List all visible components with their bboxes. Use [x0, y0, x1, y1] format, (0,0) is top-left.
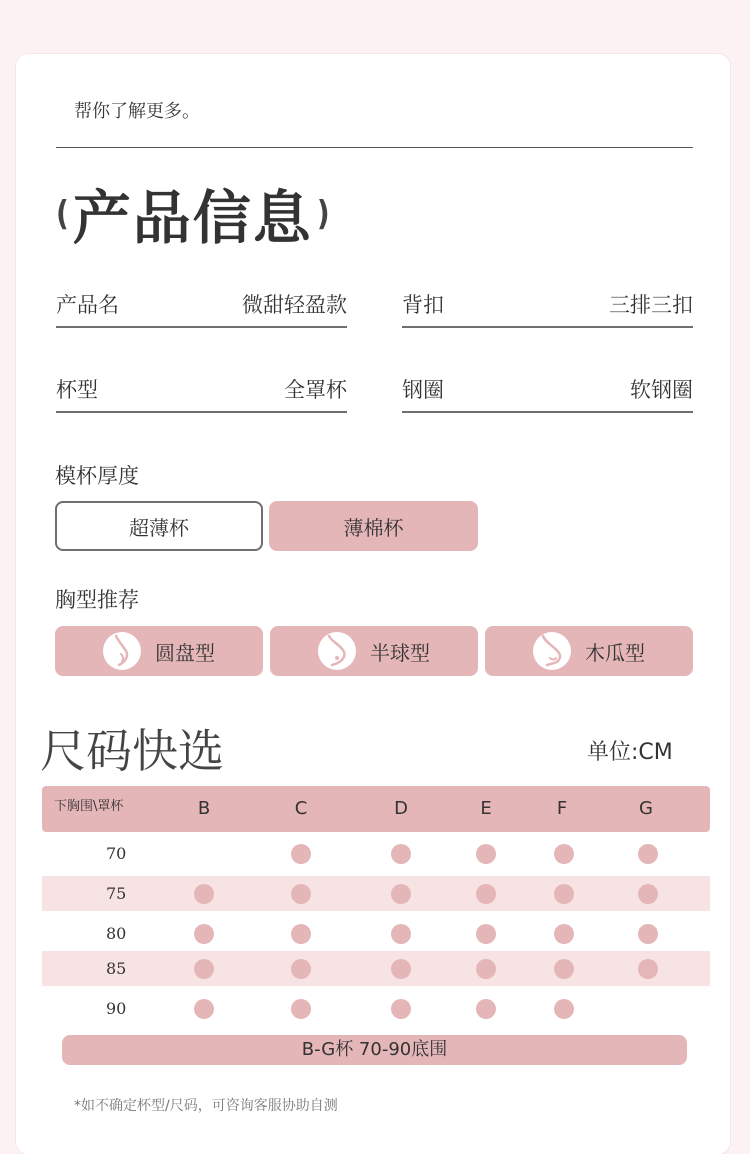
size-available-dot[interactable] [476, 844, 496, 864]
bust-shape-option-label: 半球型 [370, 640, 430, 665]
info-field-value: 软钢圈 [630, 378, 693, 402]
round-bust-icon [103, 632, 141, 670]
table-row: 70 [42, 836, 710, 871]
size-available-dot[interactable] [291, 844, 311, 864]
info-field-label: 杯型 [56, 378, 98, 402]
size-available-dot[interactable] [194, 884, 214, 904]
size-available-dot[interactable] [194, 959, 214, 979]
cup-header-f: F [556, 798, 568, 819]
thickness-option-ultra-thin[interactable]: 超薄杯 [55, 501, 263, 551]
size-range-note: B-G杯 70-90底围 [62, 1035, 687, 1065]
size-available-dot[interactable] [638, 884, 658, 904]
info-field-product-name [56, 282, 347, 328]
info-field-value: 微甜轻盈款 [242, 293, 347, 317]
corner-header: 下胸围\罩杯 [54, 799, 124, 814]
size-available-dot[interactable] [554, 924, 574, 944]
cup-thickness-label: 模杯厚度 [55, 464, 139, 488]
size-available-dot[interactable] [391, 844, 411, 864]
size-available-dot[interactable] [291, 999, 311, 1019]
cup-header-e: E [480, 798, 492, 819]
size-chart-title: 尺码快选 [40, 724, 224, 778]
table-row: 90 [42, 991, 710, 1026]
divider [56, 147, 693, 148]
size-available-dot[interactable] [476, 959, 496, 979]
bust-shape-option-label: 木瓜型 [585, 640, 645, 665]
size-available-dot[interactable] [638, 924, 658, 944]
size-available-dot[interactable] [638, 959, 658, 979]
size-available-dot[interactable] [554, 959, 574, 979]
size-available-dot[interactable] [194, 924, 214, 944]
bust-shape-option-papaya[interactable] [485, 626, 693, 676]
size-available-dot[interactable] [476, 924, 496, 944]
cup-header-c: C [294, 798, 308, 819]
size-available-dot[interactable] [391, 959, 411, 979]
bust-shape-option-label: 圆盘型 [155, 640, 215, 665]
bust-shape-label: 胸型推荐 [55, 588, 139, 612]
info-field-label: 背扣 [402, 293, 444, 317]
size-available-dot[interactable] [391, 999, 411, 1019]
unit-label: 单位:CM [587, 740, 673, 765]
size-available-dot[interactable] [476, 999, 496, 1019]
cup-header-g: G [639, 798, 653, 819]
info-field-value: 全罩杯 [284, 378, 347, 402]
cup-header-d: D [394, 798, 408, 819]
bust-shape-option-hemisphere[interactable] [270, 626, 478, 676]
size-available-dot[interactable] [291, 884, 311, 904]
table-row: 75 [42, 876, 710, 911]
size-available-dot[interactable] [194, 999, 214, 1019]
info-field-cup-type [56, 367, 347, 413]
info-field-label: 产品名 [56, 293, 119, 317]
intro-text: 帮你了解更多。 [74, 101, 200, 122]
size-available-dot[interactable] [638, 844, 658, 864]
product-info-heading [56, 178, 330, 252]
size-available-dot[interactable] [554, 884, 574, 904]
table-row: 85 [42, 951, 710, 986]
info-field-back-closure [402, 282, 693, 328]
papaya-bust-icon [533, 632, 571, 670]
size-available-dot[interactable] [554, 844, 574, 864]
table-row: 80 [42, 916, 710, 951]
info-field-label: 钢圈 [402, 378, 444, 402]
hemisphere-bust-icon [318, 632, 356, 670]
size-available-dot[interactable] [554, 999, 574, 1019]
size-available-dot[interactable] [391, 884, 411, 904]
size-available-dot[interactable] [291, 959, 311, 979]
bust-shape-option-round[interactable] [55, 626, 263, 676]
paren-right: ) [316, 193, 330, 233]
footnote: *如不确定杯型/尺码，可咨询客服协助自测 [74, 1098, 338, 1114]
size-available-dot[interactable] [476, 884, 496, 904]
info-field-underwire [402, 367, 693, 413]
cup-header-b: B [197, 798, 211, 819]
paren-left: ( [56, 193, 69, 233]
size-available-dot[interactable] [391, 924, 411, 944]
product-info-title: 产品信息 [72, 184, 313, 252]
thickness-option-thin-padded[interactable]: 薄棉杯 [269, 501, 478, 551]
size-table-header [42, 786, 710, 832]
info-field-value: 三排三扣 [609, 293, 693, 317]
size-available-dot[interactable] [291, 924, 311, 944]
